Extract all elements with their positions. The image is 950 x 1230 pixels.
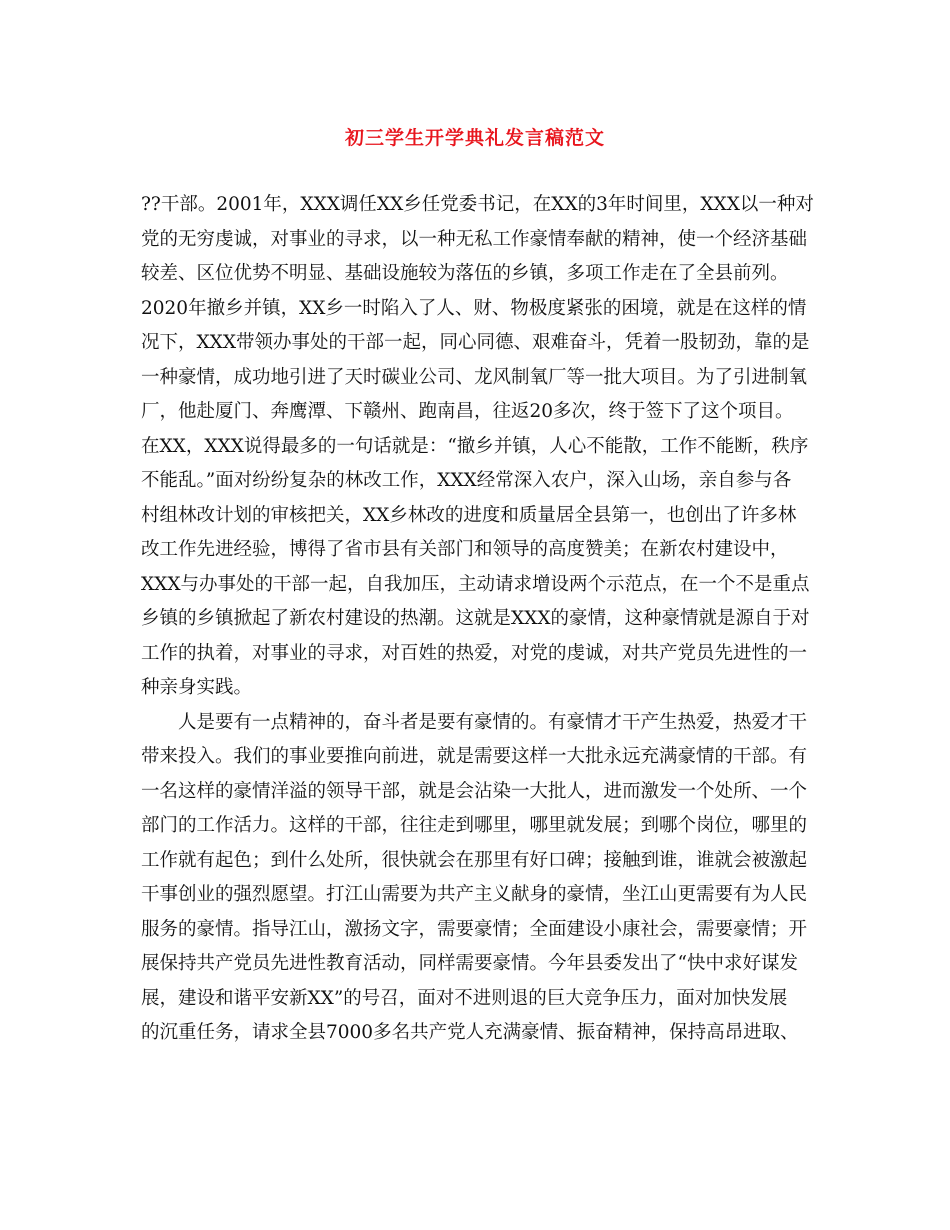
text-line: 展保持共产党员先进性教育活动，同样需要豪情。今年县委发出了“快中求好谋发 xyxy=(141,953,798,974)
text-line: 种亲身实践。 xyxy=(141,677,253,698)
text-line: 2020年撤乡并镇，XX乡一时陷入了人、财、物极度紧张的困境，就是在这样的情 xyxy=(141,297,807,319)
paragraph xyxy=(141,188,821,706)
text-line: 况下，XXX带领办事处的干部一起，同心同德、艰难奋斗，凭着一股韧劲，靠的是 xyxy=(141,332,810,353)
text-line: 不能乱。”面对纷纷复杂的林改工作，XXX经常深入农户，深入山场，亲自参与各 xyxy=(141,470,792,491)
text-line: 的沉重任务，请求全县7000多名共产党人充满豪情、振奋精神，保持高昂进取、 xyxy=(141,1022,799,1043)
document-body xyxy=(141,188,821,1051)
text-line: 改工作先进经验，博得了省市县有关部门和领导的高度赞美；在新农村建设中， xyxy=(141,539,789,560)
text-line: XXX与办事处的干部一起，自我加压，主动请求增设两个示范点，在一个不是重点 xyxy=(141,573,810,595)
text-line: ??干部。2001年，XXX调任XX乡任党委书记，在XX的3年时间里，XXX以一种对 xyxy=(141,194,814,215)
text-line: 一种豪情，成功地引进了天时碳业公司、龙风制氧厂等一批大项目。为了引进制氧 xyxy=(141,366,808,388)
text-line: 展，建设和谐平安新XX”的号召，面对不进则退的巨大竞争压力，面对加快发展 xyxy=(141,987,788,1009)
text-line: 乡镇的乡镇掀起了新农村建设的热潮。这就是XXX的豪情，这种豪情就是源自于对 xyxy=(141,608,810,629)
text-line: 一名这样的豪情洋溢的领导干部，就是会沾染一大批人，进而激发一个处所、一个 xyxy=(141,780,808,802)
text-line: 部门的工作活力。这样的干部，往往走到哪里，哪里就发展；到哪个岗位，哪里的 xyxy=(141,815,808,836)
text-line: 党的无穷虔诚，对事业的寻求，以一种无私工作豪情奉献的精神，使一个经济基础 xyxy=(141,228,808,250)
text-line: 厂，他赴厦门、奔鹰潭、下赣州、跑南昌，往返20多次，终于签下了这个项目。 xyxy=(141,401,794,422)
text-line: 较差、区位优势不明显、基础设施较为落伍的乡镇，多项工作走在了全县前列。 xyxy=(141,263,789,284)
text-line: 带来投入。我们的事业要推向前进，就是需要这样一大批永远充满豪情的干部。有 xyxy=(141,746,808,767)
text-line: 工作的执着，对事业的寻求，对百姓的热爱，对党的虔诚，对共产党员先进性的一 xyxy=(141,642,808,664)
text-line: 在XX，XXX说得最多的一句话就是：“撤乡并镇，人心不能散，工作不能断，秩序 xyxy=(141,435,809,457)
text-line: 人是要有一点精神的，奋斗者是要有豪情的。有豪情才干产生热爱，热爱才干 xyxy=(178,711,808,733)
document-title: 初三学生开学典礼发言稿范文 xyxy=(344,127,605,149)
text-line: 村组林改计划的审核把关，XX乡林改的进度和质量居全县第一，也创出了许多林 xyxy=(141,504,797,526)
text-line: 工作就有起色；到什么处所，很快就会在那里有好口碑；接触到谁，谁就会被激起 xyxy=(141,849,808,871)
paragraph xyxy=(141,706,821,1051)
text-line: 干事创业的强烈愿望。打江山需要为共产主义献身的豪情，坐江山更需要有为人民 xyxy=(141,884,808,905)
text-line: 服务的豪情。指导江山，激扬文字，需要豪情；全面建设小康社会，需要豪情；开 xyxy=(141,918,808,940)
